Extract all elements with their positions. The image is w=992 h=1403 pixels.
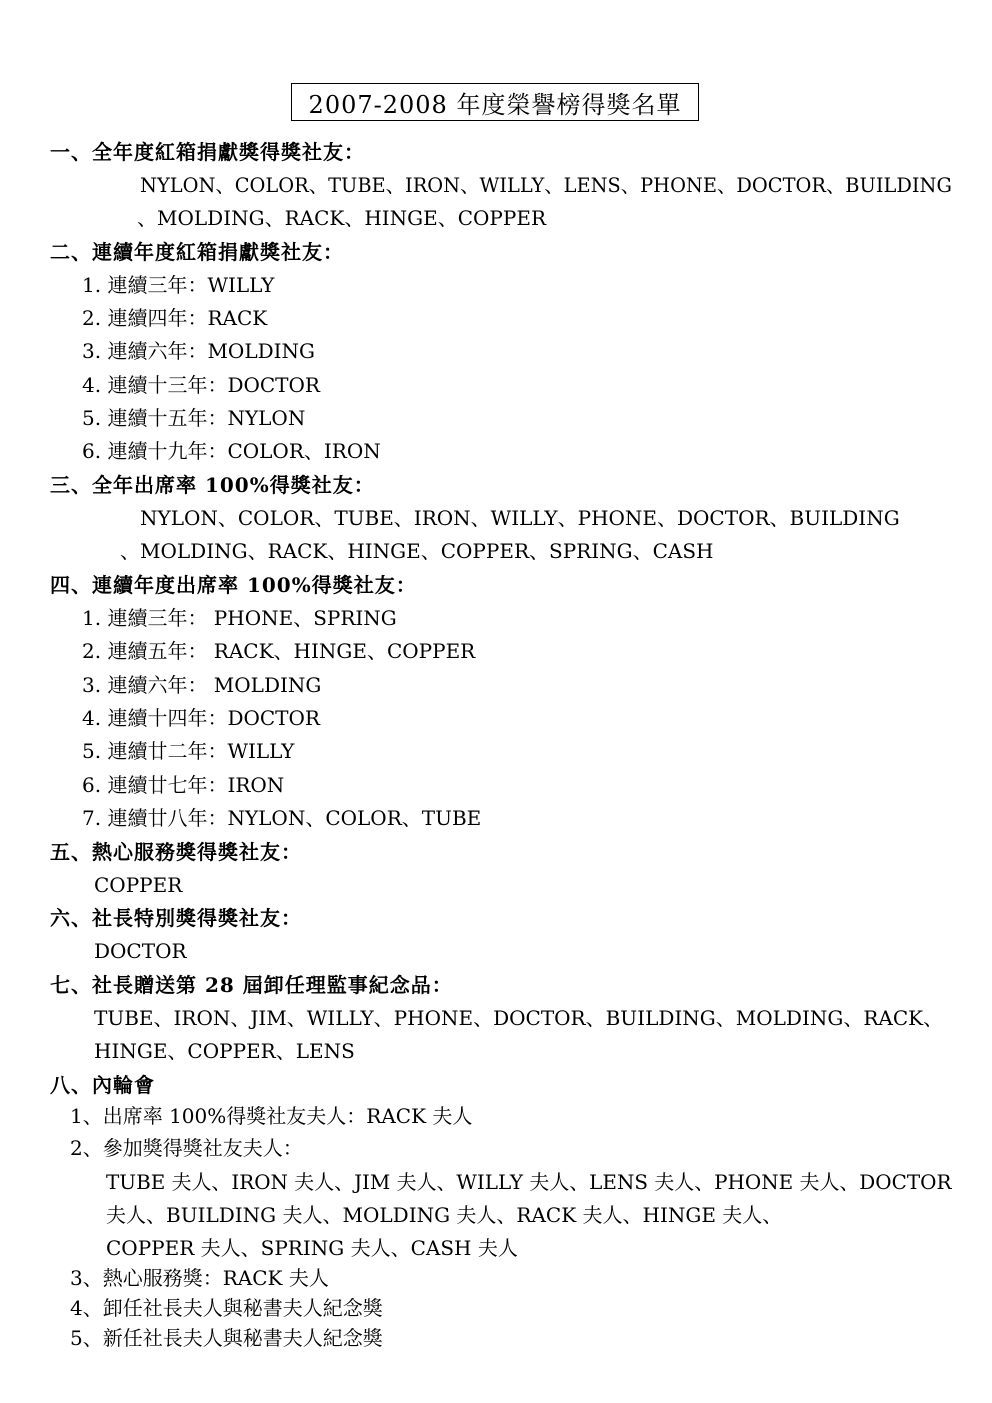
section-2-item: 4. 連續十三年：DOCTOR (82, 373, 320, 397)
section-4-item: 3. 連續六年： MOLDING (82, 673, 322, 697)
section-8-item: 5、新任社長夫人與秘書夫人紀念獎 (70, 1326, 383, 1350)
section-1-line: 、MOLDING、RACK、HINGE、COPPER (137, 206, 547, 230)
section-4-item: 7. 連續廿八年：NYLON、COLOR、TUBE (82, 806, 482, 830)
section-heading-2: 二、連續年度紅箱捐獻獎社友： (50, 240, 344, 264)
section-5-line: COPPER (94, 873, 183, 897)
section-7-line: TUBE、IRON、JIM、WILLY、PHONE、DOCTOR、BUILDING、MOLDING、RACK、 (94, 1006, 944, 1030)
section-4-item: 2. 連續五年： RACK、HINGE、COPPER (82, 639, 476, 663)
section-3-line: NYLON、COLOR、TUBE、IRON、WILLY、PHONE、DOCTOR、BUILDING (140, 506, 900, 530)
section-6-line: DOCTOR (94, 939, 187, 963)
section-8-item: 3、熱心服務獎：RACK 夫人 (70, 1266, 329, 1290)
section-4-item: 6. 連續廿七年：IRON (82, 773, 285, 797)
section-4-item: 4. 連續十四年：DOCTOR (82, 706, 320, 730)
section-8-item: 2、參加獎得獎社友夫人： (70, 1136, 303, 1160)
section-8-line: TUBE 夫人、IRON 夫人、JIM 夫人、WILLY 夫人、LENS 夫人、PHONE 夫人、DOCTOR (106, 1170, 952, 1194)
section-3-line: 、MOLDING、RACK、HINGE、COPPER、SPRING、CASH (120, 539, 714, 563)
section-2-item: 3. 連續六年：MOLDING (82, 339, 316, 363)
section-7-line: HINGE、COPPER、LENS (94, 1039, 355, 1063)
section-2-item: 1. 連續三年：WILLY (82, 273, 275, 297)
section-2-item: 2. 連續四年：RACK (82, 306, 268, 330)
section-1-line: NYLON、COLOR、TUBE、IRON、WILLY、LENS、PHONE、DOCTOR、BUILDING (140, 173, 952, 197)
section-heading-4: 四、連續年度出席率 100%得獎社友： (50, 573, 417, 597)
section-8-line: 夫人、BUILDING 夫人、MOLDING 夫人、RACK 夫人、HINGE 夫人、 (106, 1203, 783, 1227)
section-4-item: 5. 連續廿二年：WILLY (82, 739, 295, 763)
section-2-item: 5. 連續十五年：NYLON (82, 406, 306, 430)
section-2-item: 6. 連續十九年：COLOR、IRON (82, 439, 381, 463)
section-heading-7: 七、社長贈送第 28 屆卸任理監事紀念品： (50, 973, 453, 997)
section-heading-8: 八、內輪會 (50, 1073, 155, 1097)
section-heading-3: 三、全年出席率 100%得獎社友： (50, 473, 375, 497)
section-heading-6: 六、社長特別獎得獎社友： (50, 906, 302, 930)
section-8-item: 1、出席率 100%得獎社友夫人：RACK 夫人 (70, 1104, 473, 1128)
page-title: 2007-2008 年度榮譽榜得獎名單 (291, 83, 699, 121)
section-heading-5: 五、熱心服務獎得獎社友： (50, 840, 302, 864)
section-heading-1: 一、全年度紅箱捐獻獎得獎社友： (50, 140, 365, 164)
section-8-item: 4、卸任社長夫人與秘書夫人紀念獎 (70, 1296, 383, 1320)
section-8-line: COPPER 夫人、SPRING 夫人、CASH 夫人 (106, 1236, 518, 1260)
section-4-item: 1. 連續三年： PHONE、SPRING (82, 606, 397, 630)
